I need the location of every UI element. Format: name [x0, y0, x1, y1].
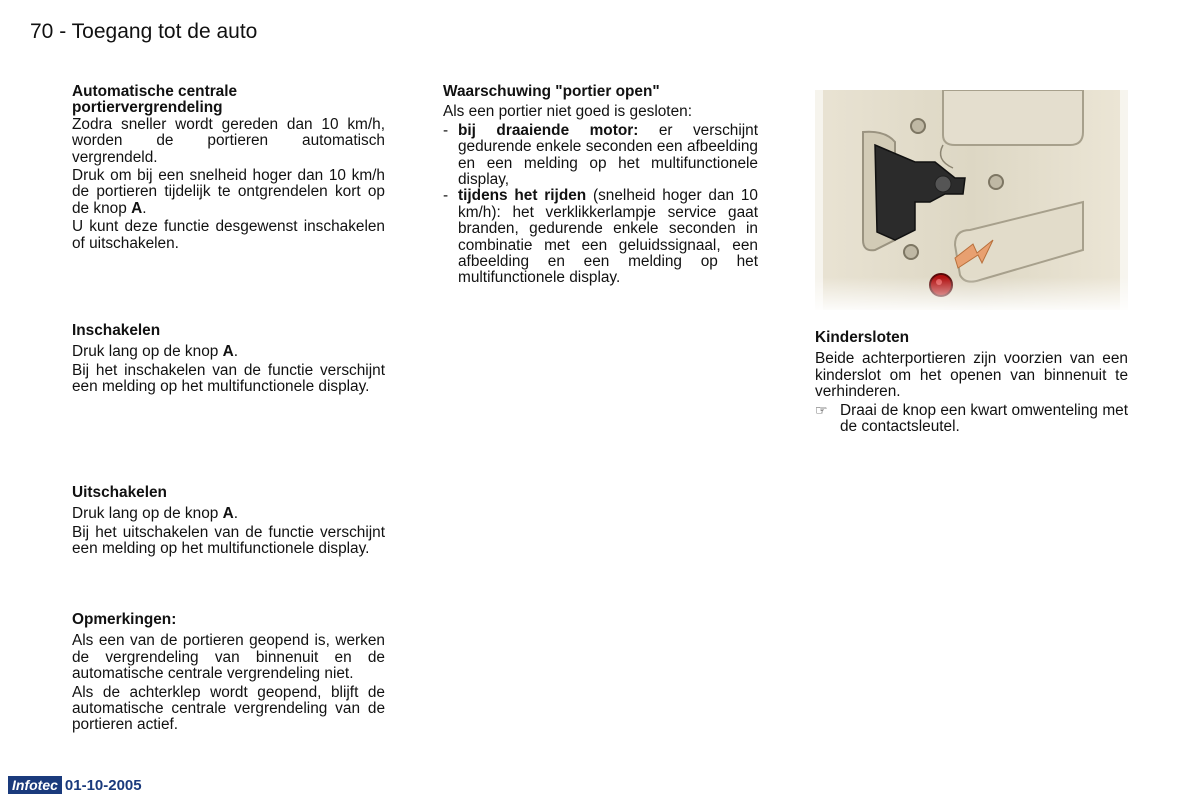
- list-item-bold: bij draaiende motor:: [458, 121, 639, 139]
- disable-paragraph-1-text: Druk lang op de knop: [72, 505, 219, 523]
- page-number: 70: [30, 20, 54, 43]
- child-lock-illustration: [815, 90, 1128, 310]
- auto-lock-section: [72, 84, 385, 254]
- disable-paragraph-1: Druk lang op de knop A.: [72, 505, 238, 523]
- page-header: [30, 20, 257, 44]
- list-item-text: er verschijnt gedurende enkele seconden een afbeelding en een melding op het multifunctionele display,: [458, 121, 758, 189]
- auto-lock-paragraph-2-text: Druk om bij een snelheid hoger dan 10 km/h de portieren tijdelijk te ontgrendelen kort op de knop: [72, 167, 385, 217]
- list-item-bold: tijdens het rijden: [458, 187, 587, 205]
- enable-title: Inschakelen: [72, 322, 161, 339]
- remarks-title: Opmerkingen:: [72, 611, 177, 628]
- button-a-reference: A: [131, 199, 143, 217]
- list-item: [443, 188, 758, 286]
- auto-lock-paragraph-1: Zodra sneller wordt gereden dan 10 km/h, worden de portieren automatisch vergrendeld.: [72, 115, 385, 166]
- instruction-text: Draai de knop een kwart omwenteling met de contactsleutel.: [840, 401, 1128, 436]
- infotec-logo: Infotec: [8, 776, 62, 794]
- pointing-hand-icon: ☞: [815, 401, 828, 418]
- warning-title: Waarschuwing "portier open": [443, 83, 660, 100]
- footer-date: 01-10-2005: [64, 776, 142, 794]
- warning-list: [443, 123, 758, 287]
- remarks-section: [72, 612, 385, 736]
- enable-paragraph-1-text: Druk lang op de knop: [72, 343, 219, 361]
- auto-lock-title: Automatische centrale portiervergrendeling: [72, 83, 238, 117]
- warning-intro: Als een portier niet goed is gesloten:: [443, 103, 692, 121]
- disable-section: [72, 485, 385, 560]
- enable-section: [72, 323, 385, 398]
- button-a-reference: A: [222, 505, 234, 523]
- auto-lock-paragraph-2: Druk om bij een snelheid hoger dan 10 km/h de portieren tijdelijk te ontgrendelen kort op de knop A.: [72, 167, 385, 217]
- child-locks-paragraph: Beide achterportieren zijn voorzien van een kinderslot om het openen van binnenuit te verhinderen.: [815, 350, 1128, 401]
- header-separator: -: [59, 20, 67, 43]
- remarks-paragraph-2: Als de achterklep wordt geopend, blijft de automatische centrale vergrendeling van de portieren actief.: [72, 683, 385, 734]
- auto-lock-paragraph-3: U kunt deze functie desgewenst inschakelen of uitschakelen.: [72, 218, 385, 252]
- child-locks-title: Kindersloten: [815, 329, 910, 346]
- enable-paragraph-2: Bij het inschakelen van de functie verschijnt een melding op het multifunctionele display.: [72, 361, 385, 396]
- child-locks-instruction: [815, 403, 1128, 436]
- enable-paragraph-1: Druk lang op de knop A.: [72, 343, 238, 361]
- disable-paragraph-2: Bij het uitschakelen van de functie verschijnt een melding op het multifunctionele display.: [72, 523, 385, 558]
- disable-title: Uitschakelen: [72, 484, 167, 501]
- section-title: Toegang tot de auto: [71, 20, 258, 43]
- remarks-paragraph-1: Als een van de portieren geopend is, werken de vergrendeling van binnenuit en de automatische centrale vergrendeling niet.: [72, 632, 385, 683]
- door-open-warning-section: [443, 84, 758, 287]
- list-item-text: (snelheid hoger dan 10 km/h): het verklikkerlampje service gaat branden, gedurende enkele seconden in combinatie met een geluidssignaal, een afbeelding en een melding op het multifunctionele display.: [458, 187, 758, 287]
- footer: [8, 776, 142, 794]
- child-locks-section: [815, 330, 1128, 437]
- list-item: [443, 123, 758, 189]
- button-a-reference: A: [222, 343, 234, 361]
